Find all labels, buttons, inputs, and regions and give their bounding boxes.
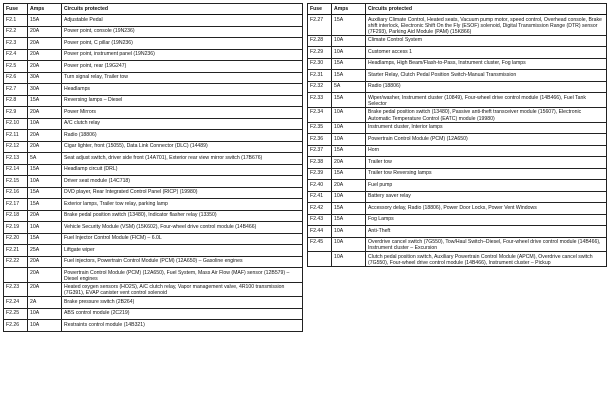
amps-cell: 20A	[28, 26, 62, 38]
circuits-cell: Reversing lamps – Diesel	[62, 95, 303, 107]
fuse-cell: F2.5	[4, 61, 28, 73]
fuse-cell: F2.22	[4, 256, 28, 268]
circuits-cell: Headlamps, High Beam/Flash-to-Pass, Instrument cluster, Fog lamps	[366, 58, 607, 70]
table-row	[4, 95, 303, 107]
amps-cell: 30A	[28, 72, 62, 84]
amps-cell: 10A	[332, 47, 366, 59]
fuse-cell: F2.34	[308, 107, 332, 122]
fuse-table-right	[307, 3, 607, 267]
amps-cell: 10A	[28, 320, 62, 332]
table-row	[308, 122, 607, 134]
fuse-cell: F2.28	[308, 35, 332, 47]
table-row	[4, 268, 303, 283]
fuse-cell: F2.23	[4, 282, 28, 297]
circuits-cell: Battery saver relay	[366, 191, 607, 203]
fuse-cell: F2.10	[4, 118, 28, 130]
amps-cell: 10A	[332, 122, 366, 134]
amps-column-header: Amps	[332, 4, 366, 15]
circuits-cell: A/C clutch relay	[62, 118, 303, 130]
circuits-cell: Power point, console (19N236)	[62, 26, 303, 38]
amps-cell: 20A	[28, 141, 62, 153]
table-row	[308, 191, 607, 203]
fuse-cell: F2.15	[4, 176, 28, 188]
fuse-cell: F2.17	[4, 199, 28, 211]
circuits-cell: Seat adjust switch, driver side front (14A701), Exterior rear view mirror switch (17B676)	[62, 153, 303, 165]
fuse-cell	[4, 268, 28, 283]
fuse-cell: F2.8	[4, 95, 28, 107]
table-row	[308, 93, 607, 108]
fuse-cell: F2.6	[4, 72, 28, 84]
fuse-column-header: Fuse	[308, 4, 332, 15]
table-row	[308, 15, 607, 36]
fuse-cell: F2.11	[4, 130, 28, 142]
fuse-cell: F2.44	[308, 226, 332, 238]
table-row	[308, 81, 607, 93]
amps-cell: 20A	[28, 107, 62, 119]
table-row	[4, 130, 303, 142]
table-row	[4, 61, 303, 73]
fuse-table-left	[3, 3, 303, 332]
circuits-cell: Brake pressure switch (2B264)	[62, 297, 303, 309]
table-row	[4, 164, 303, 176]
amps-cell: 20A	[28, 210, 62, 222]
fuse-cell: F2.42	[308, 203, 332, 215]
amps-cell: 10A	[332, 107, 366, 122]
table-header-row	[4, 4, 303, 15]
table-row	[308, 47, 607, 59]
circuits-cell: Cigar lighter, front (15055), Data Link Connector (DLC) (14489)	[62, 141, 303, 153]
fuse-cell: F2.27	[308, 15, 332, 36]
circuits-cell: Trailer tow	[366, 157, 607, 169]
table-row	[4, 256, 303, 268]
circuits-cell: Driver seat module (14C718)	[62, 176, 303, 188]
circuits-cell: Powertrain Control Module (PCM) (12A650)	[366, 134, 607, 146]
fuse-cell: F2.13	[4, 153, 28, 165]
circuits-cell: Vehicle Security Module (VSM) (15K602), Four-wheel drive control module (14B466)	[62, 222, 303, 234]
circuits-cell: Climate Control System	[366, 35, 607, 47]
fuse-cell: F2.30	[308, 58, 332, 70]
circuits-cell: Trailer tow Reversing lamps	[366, 168, 607, 180]
table-row	[4, 222, 303, 234]
amps-column-header: Amps	[28, 4, 62, 15]
circuits-cell: Radio (18806)	[366, 81, 607, 93]
table-row	[4, 107, 303, 119]
amps-cell: 5A	[28, 153, 62, 165]
circuits-cell: Overdrive cancel switch (7G550), Tow/Haul Switch–Diesel, Four-wheel drive control module (14B466), Instrument cluster – Excursion	[366, 237, 607, 252]
amps-cell: 15A	[28, 199, 62, 211]
fuse-cell: F2.16	[4, 187, 28, 199]
circuits-cell: Fog Lamps	[366, 214, 607, 226]
table-row	[308, 226, 607, 238]
fuse-cell: F2.20	[4, 233, 28, 245]
circuits-cell: Instrument cluster, Interior lamps	[366, 122, 607, 134]
fuse-cell: F2.40	[308, 180, 332, 192]
fuse-cell: F2.3	[4, 38, 28, 50]
table-row	[4, 38, 303, 50]
amps-cell: 2A	[28, 297, 62, 309]
circuits-cell: Wiper/washer, Instrument cluster (10849), Four-wheel drive control module (14B466), Fuel Tank Selector	[366, 93, 607, 108]
circuits-cell: Headlamps	[62, 84, 303, 96]
table-row	[4, 199, 303, 211]
fuse-cell: F2.9	[4, 107, 28, 119]
circuits-cell: Power Mirrors	[62, 107, 303, 119]
amps-cell: 15A	[332, 214, 366, 226]
amps-cell: 10A	[332, 226, 366, 238]
fuse-cell: F2.41	[308, 191, 332, 203]
table-row	[4, 308, 303, 320]
fuse-cell: F2.14	[4, 164, 28, 176]
amps-cell: 15A	[28, 233, 62, 245]
circuits-column-header: Circuits protected	[366, 4, 607, 15]
table-row	[4, 153, 303, 165]
table-row	[308, 145, 607, 157]
fuse-cell: F2.36	[308, 134, 332, 146]
circuits-cell: Auxiliary Climate Control, Heated seats, Vacuum pump motor, speed control, Overhead console, Brake shift interlock, Electronic Shift On the Fly (ESOF) solenoid, Digital Transmission Range (DTR) sensor (7F293), Parking Aid Module (PAM) (15K866)	[366, 15, 607, 36]
table-row	[308, 252, 607, 267]
table-row	[4, 15, 303, 27]
amps-cell: 15A	[332, 203, 366, 215]
table-row	[308, 168, 607, 180]
table-row	[308, 180, 607, 192]
circuits-cell: DVD player, Rear Integrated Control Panel (RICP) (19980)	[62, 187, 303, 199]
amps-cell: 15A	[28, 187, 62, 199]
fuse-cell: F2.37	[308, 145, 332, 157]
circuits-cell: Fuel injectors, Powertrain Control Module (PCM) (12A650) – Gasoline engines	[62, 256, 303, 268]
circuits-column-header: Circuits protected	[62, 4, 303, 15]
amps-cell: 15A	[28, 95, 62, 107]
table-row	[308, 157, 607, 169]
table-header-row	[308, 4, 607, 15]
fuse-cell: F2.26	[4, 320, 28, 332]
amps-cell: 20A	[28, 61, 62, 73]
circuits-cell: Anti-Theft	[366, 226, 607, 238]
fuse-column-header: Fuse	[4, 4, 28, 15]
amps-cell: 30A	[28, 84, 62, 96]
circuits-cell: Clutch pedal position switch, Auxiliary Powertrain Control Module (APCM), Overdrive cancel switch (7G550), Four-wheel drive control module (14B466), Instrument cluster – Pickup	[366, 252, 607, 267]
table-row	[4, 26, 303, 38]
circuits-cell: ABS control module (2C219)	[62, 308, 303, 320]
amps-cell: 15A	[332, 145, 366, 157]
table-row	[308, 203, 607, 215]
circuits-cell: Power point, C pillar (19N236)	[62, 38, 303, 50]
amps-cell: 10A	[28, 222, 62, 234]
circuits-cell: Horn	[366, 145, 607, 157]
fuse-cell: F2.33	[308, 93, 332, 108]
fuse-cell: F2.2	[4, 26, 28, 38]
circuits-cell: Headlamp circuit (DRL)	[62, 164, 303, 176]
amps-cell: 20A	[28, 130, 62, 142]
circuits-cell: Turn signal relay, Trailer tow	[62, 72, 303, 84]
amps-cell: 15A	[332, 70, 366, 82]
amps-cell: 15A	[28, 15, 62, 27]
fuse-cell: F2.24	[4, 297, 28, 309]
fuse-cell: F2.45	[308, 237, 332, 252]
amps-cell: 15A	[332, 58, 366, 70]
fuse-cell: F2.31	[308, 70, 332, 82]
circuits-cell: Liftgate wiper	[62, 245, 303, 257]
table-row	[308, 214, 607, 226]
table-row	[4, 187, 303, 199]
fuse-cell: F2.43	[308, 214, 332, 226]
amps-cell: 20A	[28, 49, 62, 61]
table-row	[308, 35, 607, 47]
amps-cell: 10A	[28, 308, 62, 320]
fuse-cell: F2.7	[4, 84, 28, 96]
fuse-cell: F2.18	[4, 210, 28, 222]
circuits-cell: Heated oxygen sensors (HO2S), A/C clutch relay, Vapor management valve, 4R100 transmission (7G391), EVAP canister vent control solenoid	[62, 282, 303, 297]
circuits-cell: Powertrain Control Module (PCM) (12A650), Fuel System, Mass Air Flow (MAF) sensor (12B579) – Diesel engines	[62, 268, 303, 283]
circuits-cell: Restraints control module (14B321)	[62, 320, 303, 332]
fuse-cell: F2.1	[4, 15, 28, 27]
amps-cell: 5A	[332, 81, 366, 93]
table-row	[4, 245, 303, 257]
amps-cell: 20A	[332, 157, 366, 169]
amps-cell: 20A	[28, 268, 62, 283]
amps-cell: 20A	[28, 256, 62, 268]
amps-cell: 20A	[28, 282, 62, 297]
circuits-cell: Fuel pump	[366, 180, 607, 192]
circuits-cell: Radio (18806)	[62, 130, 303, 142]
table-row	[308, 237, 607, 252]
fuse-cell	[308, 252, 332, 267]
table-row	[4, 297, 303, 309]
table-row	[4, 282, 303, 297]
amps-cell: 20A	[332, 180, 366, 192]
table-row	[308, 134, 607, 146]
table-row	[4, 84, 303, 96]
table-row	[4, 210, 303, 222]
table-row	[4, 118, 303, 130]
fuse-cell: F2.19	[4, 222, 28, 234]
fuse-cell: F2.25	[4, 308, 28, 320]
amps-cell: 10A	[332, 35, 366, 47]
fuse-cell: F2.21	[4, 245, 28, 257]
fuse-cell: F2.29	[308, 47, 332, 59]
amps-cell: 15A	[332, 93, 366, 108]
amps-cell: 10A	[332, 191, 366, 203]
amps-cell: 10A	[332, 134, 366, 146]
circuits-cell: Power point, instrument panel (19N236)	[62, 49, 303, 61]
fuse-cell: F2.12	[4, 141, 28, 153]
table-row	[4, 176, 303, 188]
amps-cell: 15A	[332, 168, 366, 180]
amps-cell: 10A	[332, 237, 366, 252]
circuits-cell: Power point, rear (19G247)	[62, 61, 303, 73]
table-row	[4, 233, 303, 245]
table-row	[4, 141, 303, 153]
circuits-cell: Customer access 1	[366, 47, 607, 59]
fuse-cell: F2.38	[308, 157, 332, 169]
table-row	[4, 320, 303, 332]
fuse-cell: F2.4	[4, 49, 28, 61]
amps-cell: 25A	[28, 245, 62, 257]
fuse-cell: F2.39	[308, 168, 332, 180]
circuits-cell: Accessory delay, Radio (18806), Power Door Locks, Power Vent Windows	[366, 203, 607, 215]
fuse-cell: F2.35	[308, 122, 332, 134]
circuits-cell: Starter Relay, Clutch Pedal Position Switch-Manual Transmission	[366, 70, 607, 82]
amps-cell: 10A	[28, 176, 62, 188]
amps-cell: 10A	[28, 118, 62, 130]
table-row	[4, 49, 303, 61]
table-row	[308, 70, 607, 82]
table-row	[308, 107, 607, 122]
amps-cell: 15A	[28, 164, 62, 176]
amps-cell: 10A	[332, 252, 366, 267]
amps-cell: 15A	[332, 15, 366, 36]
circuits-cell: Adjustable Pedal	[62, 15, 303, 27]
circuits-cell: Exterior lamps, Trailer tow relay, parking lamp	[62, 199, 303, 211]
amps-cell: 20A	[28, 38, 62, 50]
circuits-cell: Brake pedal position switch (13480), Passive anti-theft transceiver module (15607), Electronic Automatic Temperature Control (EATC) module (19980)	[366, 107, 607, 122]
circuits-cell: Fuel Injector Control Module (FICM) – 6.0L	[62, 233, 303, 245]
circuits-cell: Brake pedal position switch (13480), Indicator flasher relay (13350)	[62, 210, 303, 222]
fuse-cell: F2.32	[308, 81, 332, 93]
table-row	[308, 58, 607, 70]
table-row	[4, 72, 303, 84]
